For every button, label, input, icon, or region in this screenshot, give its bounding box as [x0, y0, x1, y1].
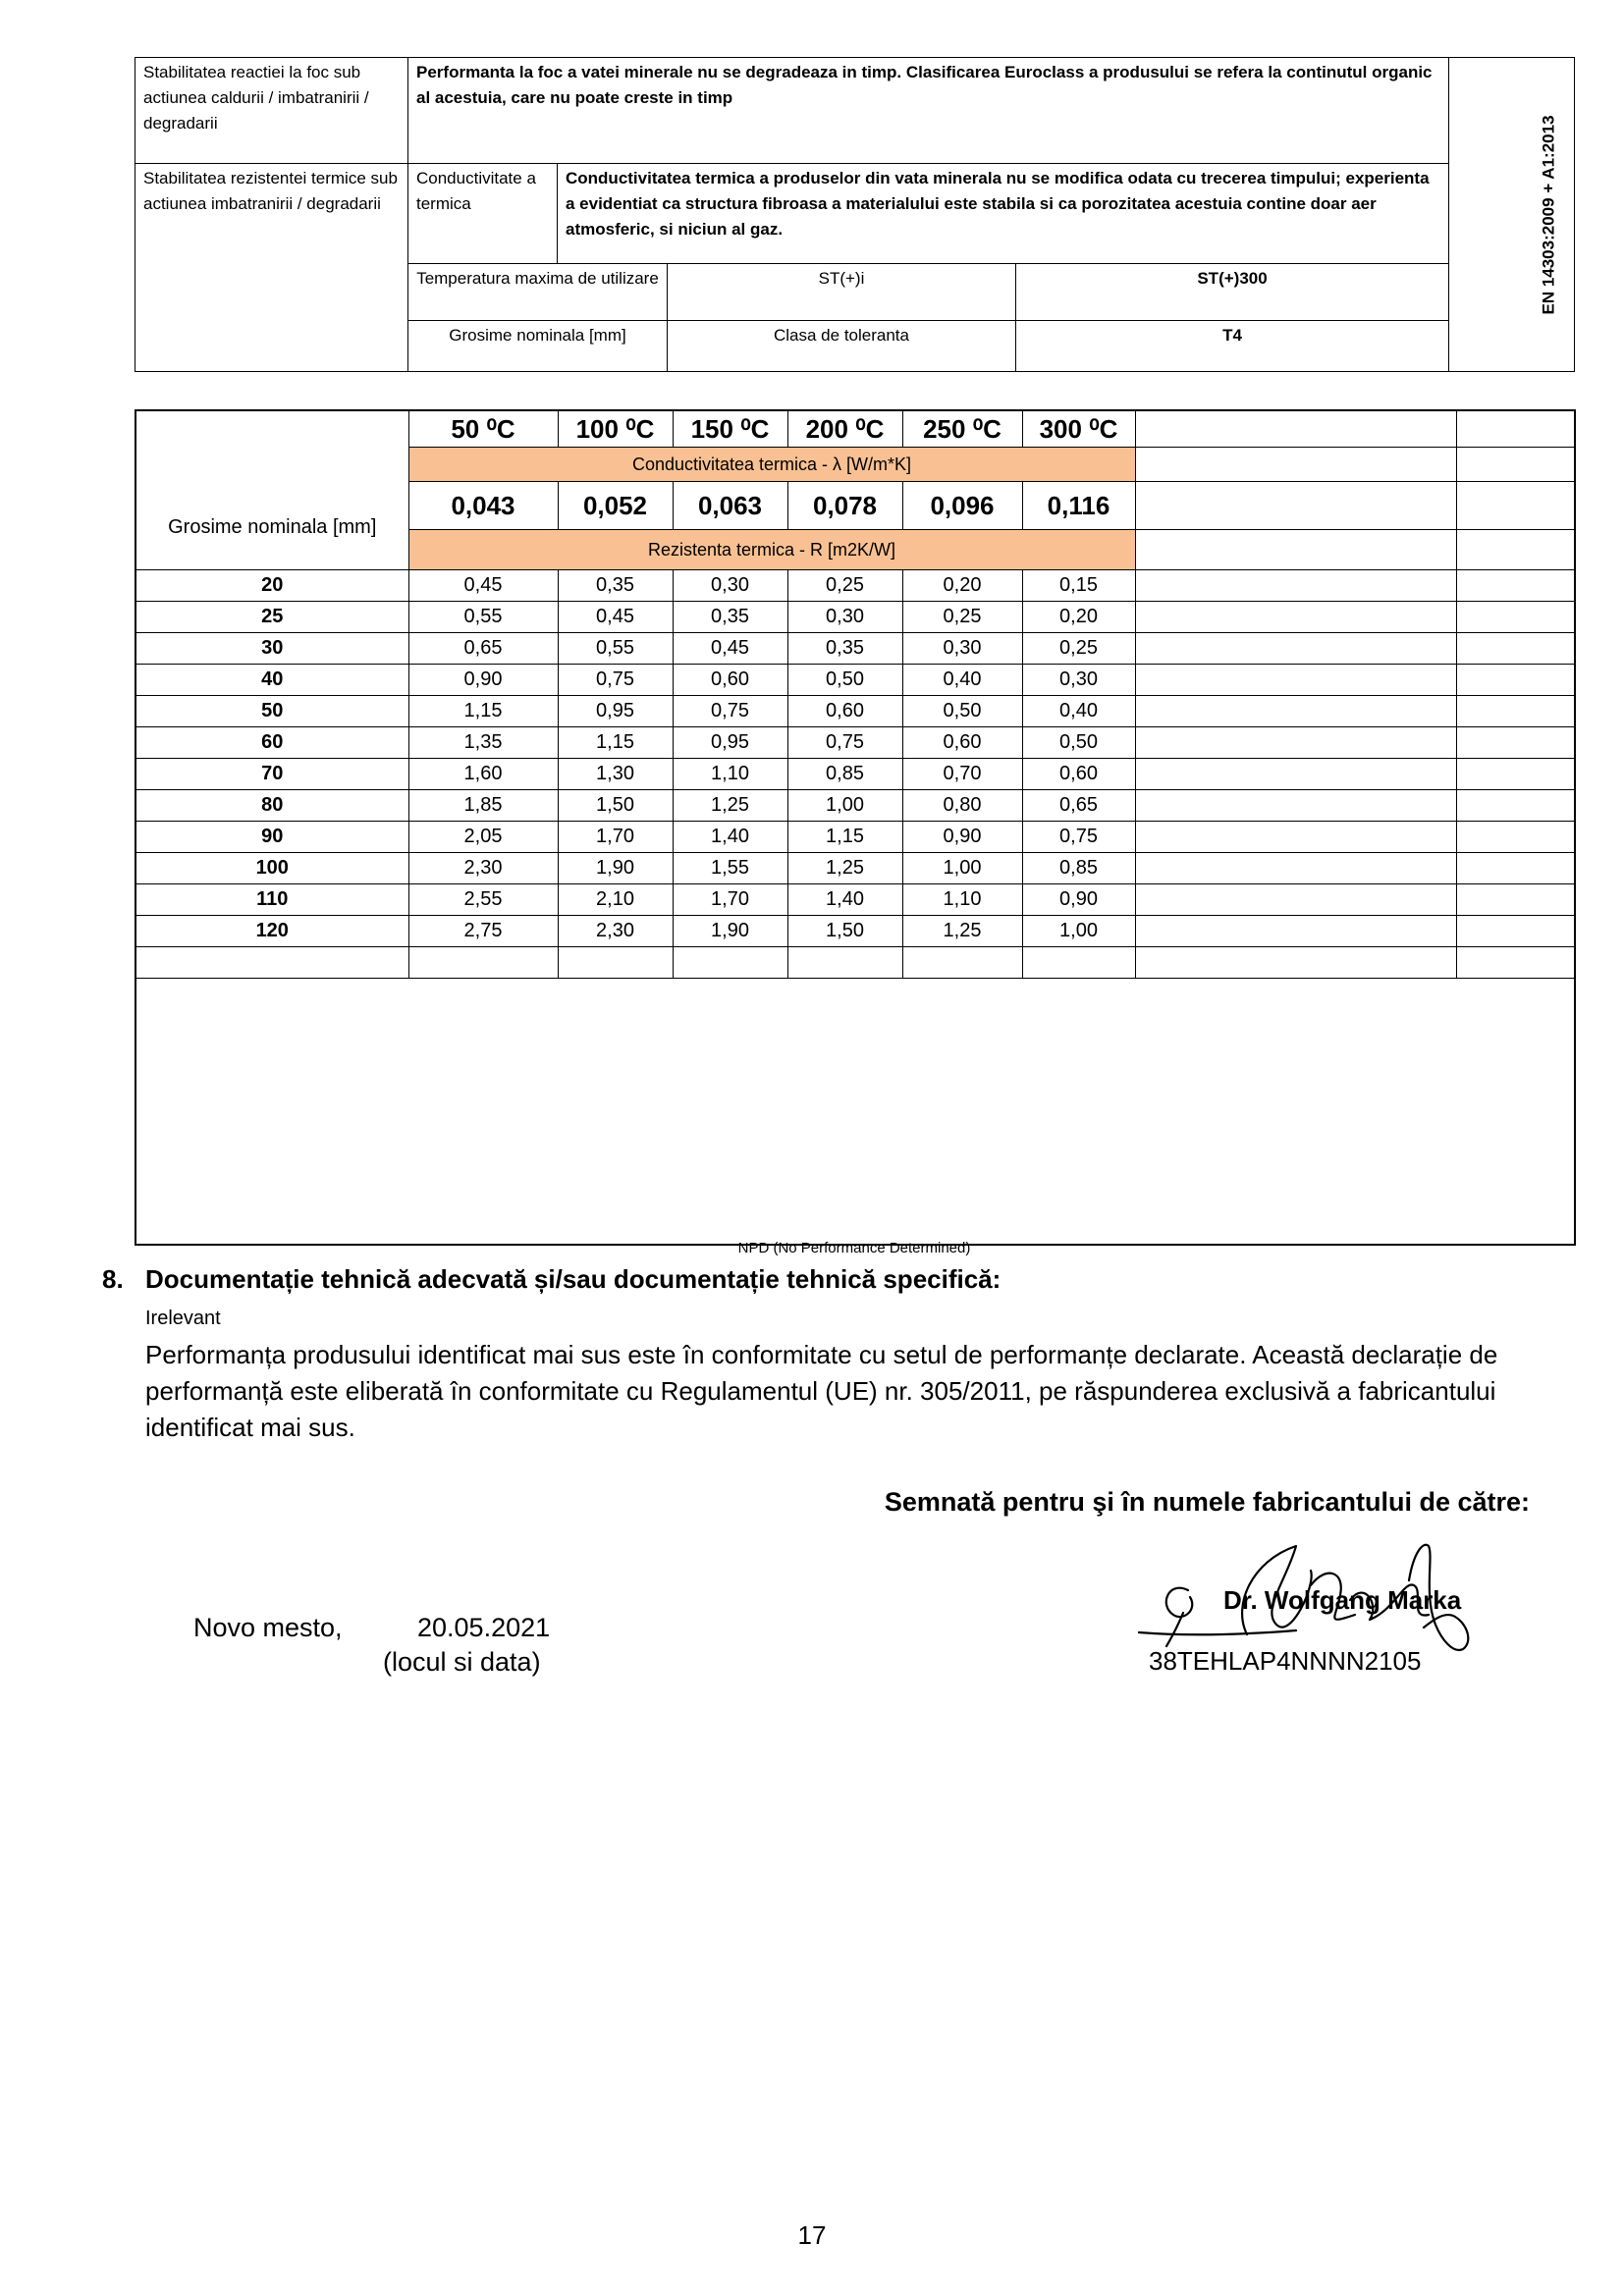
resistance-value: 0,80	[902, 790, 1022, 822]
empty-cell	[408, 947, 558, 979]
section-value: Irelevant	[145, 1308, 221, 1329]
resistance-value: 0,20	[1022, 602, 1135, 633]
empty-cell	[1135, 410, 1456, 448]
resistance-value: 1,00	[1022, 916, 1135, 947]
date: 20.05.2021	[417, 1613, 551, 1642]
temp-header: 150 ⁰C	[673, 410, 787, 448]
empty-cell	[1456, 916, 1575, 947]
resistance-value: 0,30	[1022, 665, 1135, 696]
empty-cell	[1135, 665, 1456, 696]
table-row	[135, 759, 1575, 790]
empty-cell	[1135, 822, 1456, 853]
empty-cell	[1456, 570, 1575, 602]
r-label: Rezistenta termica - R [m2K/W]	[408, 530, 1135, 570]
resistance-value: 1,50	[558, 790, 673, 822]
thermal-resistance-table	[135, 409, 1576, 1246]
thickness-value: 80	[135, 790, 408, 822]
empty-cell	[1456, 947, 1575, 979]
temp-header: 200 ⁰C	[787, 410, 902, 448]
table-row	[135, 633, 1575, 665]
resistance-value: 0,60	[673, 665, 787, 696]
thickness-header: Grosime nominala [mm]	[135, 410, 408, 570]
lambda-value: 0,052	[558, 482, 673, 530]
temp-header: 250 ⁰C	[902, 410, 1022, 448]
resistance-value: 0,65	[408, 633, 558, 665]
max-temp-code: ST(+)i	[668, 264, 1016, 321]
resistance-value: 0,60	[902, 727, 1022, 759]
resistance-value: 1,40	[787, 884, 902, 916]
resistance-value: 2,75	[408, 916, 558, 947]
empty-cell	[1022, 947, 1135, 979]
temp-header: 50 ⁰C	[408, 410, 558, 448]
thickness-value: 60	[135, 727, 408, 759]
empty-cell	[1135, 633, 1456, 665]
empty-cell	[1135, 570, 1456, 602]
resistance-value: 0,50	[1022, 727, 1135, 759]
section-number: 8.	[102, 1264, 124, 1294]
place: Novo mesto,	[193, 1613, 343, 1642]
resistance-value: 0,60	[1022, 759, 1135, 790]
empty-cell	[1456, 727, 1575, 759]
thickness-value: 100	[135, 853, 408, 884]
resistance-value: 2,05	[408, 822, 558, 853]
stability-table	[135, 57, 1575, 372]
resistance-value: 1,10	[673, 759, 787, 790]
resistance-value: 1,25	[787, 853, 902, 884]
max-temp-label: Temperatura maxima de utilizare	[408, 264, 668, 321]
thickness-value: 30	[135, 633, 408, 665]
resistance-value: 0,15	[1022, 570, 1135, 602]
thickness-value: 25	[135, 602, 408, 633]
thermal-stability-label: Stabilitatea rezistentei termice sub actiunea imbatranirii / degradarii	[135, 164, 408, 372]
temp-header: 100 ⁰C	[558, 410, 673, 448]
empty-cell	[1456, 790, 1575, 822]
empty-cell	[1135, 947, 1456, 979]
empty-cell	[1135, 853, 1456, 884]
resistance-value: 0,85	[787, 759, 902, 790]
empty-cell	[1456, 482, 1575, 530]
empty-cell	[1135, 759, 1456, 790]
resistance-value: 1,40	[673, 822, 787, 853]
resistance-value: 0,70	[902, 759, 1022, 790]
thickness-value: 20	[135, 570, 408, 602]
resistance-value: 0,75	[558, 665, 673, 696]
empty-cell	[1456, 822, 1575, 853]
resistance-value: 1,25	[902, 916, 1022, 947]
resistance-value: 0,60	[787, 696, 902, 727]
tolerance-label: Clasa de toleranta	[668, 321, 1016, 372]
table-row	[135, 602, 1575, 633]
resistance-value: 1,00	[787, 790, 902, 822]
empty-cell	[1135, 602, 1456, 633]
resistance-value: 2,10	[558, 884, 673, 916]
empty-cell	[1135, 790, 1456, 822]
resistance-value: 1,15	[787, 822, 902, 853]
empty-cell	[1456, 410, 1575, 448]
resistance-value: 1,85	[408, 790, 558, 822]
resistance-value: 1,60	[408, 759, 558, 790]
thickness-value: 120	[135, 916, 408, 947]
blank-cell	[135, 979, 1575, 1246]
resistance-value: 0,20	[902, 570, 1022, 602]
thickness-value: 40	[135, 665, 408, 696]
resistance-value: 1,10	[902, 884, 1022, 916]
table-row	[135, 822, 1575, 853]
resistance-value: 1,00	[902, 853, 1022, 884]
resistance-value: 0,75	[673, 696, 787, 727]
empty-row	[135, 947, 1575, 979]
resistance-value: 0,30	[902, 633, 1022, 665]
empty-cell	[135, 947, 408, 979]
empty-cell	[1456, 633, 1575, 665]
resistance-value: 1,70	[673, 884, 787, 916]
thickness-value: 70	[135, 759, 408, 790]
empty-cell	[1456, 602, 1575, 633]
table-row	[135, 884, 1575, 916]
empty-cell	[1135, 696, 1456, 727]
resistance-value: 0,25	[1022, 633, 1135, 665]
empty-cell	[1135, 482, 1456, 530]
resistance-value: 1,50	[787, 916, 902, 947]
page-number: 17	[797, 2220, 827, 2250]
resistance-value: 0,75	[1022, 822, 1135, 853]
resistance-value: 1,30	[558, 759, 673, 790]
resistance-value: 1,70	[558, 822, 673, 853]
resistance-value: 0,35	[558, 570, 673, 602]
signer-name: Dr. Wolfgang Marka	[1223, 1585, 1462, 1615]
empty-cell	[1135, 884, 1456, 916]
resistance-value: 1,25	[673, 790, 787, 822]
resistance-value: 2,30	[408, 853, 558, 884]
resistance-value: 0,30	[787, 602, 902, 633]
lambda-value: 0,078	[787, 482, 902, 530]
standard-reference: EN 14303:2009 + A1:2013	[1539, 114, 1558, 315]
empty-cell	[902, 947, 1022, 979]
empty-cell	[1135, 530, 1456, 570]
resistance-value: 0,25	[902, 602, 1022, 633]
resistance-value: 0,40	[1022, 696, 1135, 727]
place-date-label: (locul si data)	[383, 1647, 541, 1677]
table-row	[135, 665, 1575, 696]
thickness-value: 90	[135, 822, 408, 853]
empty-cell	[1135, 448, 1456, 482]
fire-stability-label: Stabilitatea reactiei la foc sub actiunea caldurii / imbatranirii / degradarii	[135, 58, 408, 164]
resistance-value: 0,35	[673, 602, 787, 633]
empty-cell	[558, 947, 673, 979]
empty-cell	[1456, 853, 1575, 884]
resistance-value: 0,25	[787, 570, 902, 602]
conductivity-sublabel: Conductivitate a termica	[408, 164, 558, 264]
empty-cell	[1456, 759, 1575, 790]
resistance-value: 0,40	[902, 665, 1022, 696]
empty-cell	[1135, 916, 1456, 947]
resistance-value: 0,75	[787, 727, 902, 759]
resistance-value: 0,45	[408, 570, 558, 602]
standard-cell	[1449, 58, 1575, 372]
empty-cell	[1456, 696, 1575, 727]
fire-stability-text: Performanta la foc a vatei minerale nu se degradeaza in timp. Clasificarea Euroclass a produsului se refera la continutul organic al acestuia, care nu poate creste in timp	[408, 58, 1449, 164]
table-row	[135, 853, 1575, 884]
resistance-value: 0,90	[1022, 884, 1135, 916]
lambda-value: 0,096	[902, 482, 1022, 530]
empty-cell	[1456, 884, 1575, 916]
thickness-value: 110	[135, 884, 408, 916]
resistance-value: 0,35	[787, 633, 902, 665]
lambda-value: 0,063	[673, 482, 787, 530]
lambda-value: 0,116	[1022, 482, 1135, 530]
resistance-value: 0,50	[787, 665, 902, 696]
resistance-value: 0,90	[408, 665, 558, 696]
max-temp-value: ST(+)300	[1016, 264, 1449, 321]
resistance-value: 2,55	[408, 884, 558, 916]
resistance-value: 0,95	[558, 696, 673, 727]
table-row	[135, 696, 1575, 727]
empty-cell	[673, 947, 787, 979]
resistance-value: 0,50	[902, 696, 1022, 727]
table-row	[135, 916, 1575, 947]
empty-cell	[1456, 530, 1575, 570]
section-title: Documentație tehnică adecvată și/sau documentație tehnică specifică:	[145, 1264, 1001, 1294]
resistance-value: 1,15	[558, 727, 673, 759]
resistance-value: 1,15	[408, 696, 558, 727]
resistance-value: 0,95	[673, 727, 787, 759]
table-row	[135, 790, 1575, 822]
empty-cell	[1456, 665, 1575, 696]
section-paragraph: Performanța produsului identificat mai sus este în conformitate cu setul de performanțe declarate. Această declarație de performanță este eliberată în conformitate cu Regulamentul (UE) nr. 305/2011, pe răspunderea exclusivă a fabricantului identificat mai sus.	[145, 1340, 1498, 1442]
resistance-value: 0,45	[558, 602, 673, 633]
resistance-value: 1,90	[558, 853, 673, 884]
thickness-label: Grosime nominala [mm]	[408, 321, 668, 372]
blank-area	[135, 979, 1575, 1246]
signed-for-label: Semnată pentru şi în numele fabricantului de către:	[884, 1487, 1530, 1517]
table-row	[135, 727, 1575, 759]
resistance-value: 0,65	[1022, 790, 1135, 822]
resistance-value: 1,90	[673, 916, 787, 947]
resistance-value: 0,85	[1022, 853, 1135, 884]
document-code: 38TEHLAP4NNNN2105	[1149, 1646, 1422, 1676]
empty-cell	[1456, 448, 1575, 482]
resistance-value: 0,55	[558, 633, 673, 665]
resistance-value: 2,30	[558, 916, 673, 947]
resistance-value: 0,45	[673, 633, 787, 665]
thickness-value: 50	[135, 696, 408, 727]
resistance-value: 0,90	[902, 822, 1022, 853]
lambda-value: 0,043	[408, 482, 558, 530]
temp-header: 300 ⁰C	[1022, 410, 1135, 448]
resistance-value: 1,55	[673, 853, 787, 884]
resistance-value: 0,30	[673, 570, 787, 602]
empty-cell	[787, 947, 902, 979]
tolerance-value: T4	[1016, 321, 1449, 372]
empty-cell	[1135, 727, 1456, 759]
resistance-value: 0,55	[408, 602, 558, 633]
npd-note: NPD (No Performance Determined)	[737, 1240, 971, 1256]
resistance-value: 1,35	[408, 727, 558, 759]
lambda-label: Conductivitatea termica - λ [W/m*K]	[408, 448, 1135, 482]
conductivity-text: Conductivitatea termica a produselor din vata minerala nu se modifica odata cu trecerea timpului; experienta a evidentiat ca structura fibroasa a materialului este stabila si ca porozitatea acestuia contine doar aer atmosferic, si niciun al gaz.	[558, 164, 1449, 264]
table-row	[135, 570, 1575, 602]
